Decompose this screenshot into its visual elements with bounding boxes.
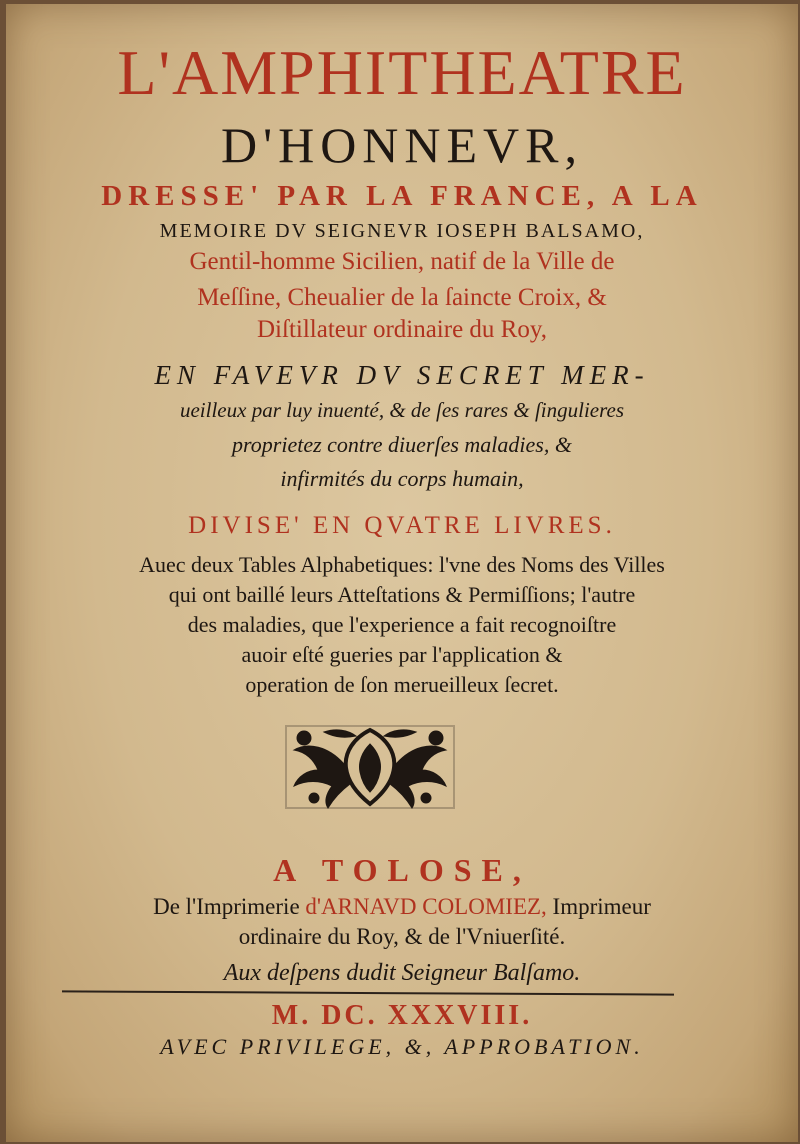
imprint-expense: Aux deſpens dudit Seigneur Balſamo.	[223, 960, 581, 986]
imprint-printer-line-2: ordinaire du Roy, & de l'Vniuerſité.	[238, 924, 566, 949]
title-page	[6, 4, 798, 1142]
division-heading: DIVISE' EN QVATRE LIVRES.	[188, 512, 616, 539]
dedication-line-2: MEMOIRE DV SEIGNEVR IOSEPH BALSAMO,	[159, 220, 645, 242]
dedication-line-3: Gentil-homme Sicilien, natif de la Ville de	[189, 248, 615, 275]
printer-suffix: Imprimeur	[546, 894, 651, 919]
dedication-line-1: DRESSE' PAR LA FRANCE, A LA	[101, 180, 703, 212]
tables-line-1: Auec deux Tables Alphabetiques: l'vne des Noms des Villes	[139, 552, 665, 577]
main-title-line-2: D'HONNEVR,	[220, 117, 584, 173]
dedication-line-4: Meſſine, Cheualier de la ſaincte Croix, &	[197, 284, 607, 311]
tables-line-5: operation de ſon merueilleux ſecret.	[245, 672, 559, 697]
purpose-line-3: proprietez contre diuerſes maladies, &	[232, 432, 572, 457]
tables-line-3: des maladies, que l'experience a fait recognoiſtre	[187, 612, 617, 637]
tables-line-4: auoir eſté gueries par l'application &	[241, 642, 563, 667]
purpose-line-4: infirmités du corps humain,	[280, 466, 524, 491]
foliate-ornament-icon	[284, 724, 456, 810]
imprint-year: M. DC. XXXVIII.	[271, 1000, 533, 1031]
purpose-line-2: ueilleux par luy inuenté, & de ſes rares & ſingulieres	[179, 398, 625, 422]
purpose-line-1: EN FAVEVR DV SECRET MER-	[154, 360, 650, 390]
main-title-line-1: L'AMPHITHEATRE	[117, 37, 687, 108]
printer-prefix: De l'Imprimerie	[153, 894, 306, 919]
printer-name: d'ARNAVD COLOMIEZ,	[305, 894, 547, 919]
dedication-line-5: Diſtillateur ordinaire du Roy,	[257, 316, 547, 343]
imprint-privilege: AVEC PRIVILEGE, &, APPROBATION.	[160, 1034, 644, 1059]
tables-line-2: qui ont baillé leurs Atteſtations & Permiſſions; l'autre	[168, 582, 636, 607]
imprint-printer-line-1	[6, 894, 798, 920]
horizontal-rule	[62, 990, 674, 995]
imprint-city: A TOLOSE,	[273, 852, 531, 888]
